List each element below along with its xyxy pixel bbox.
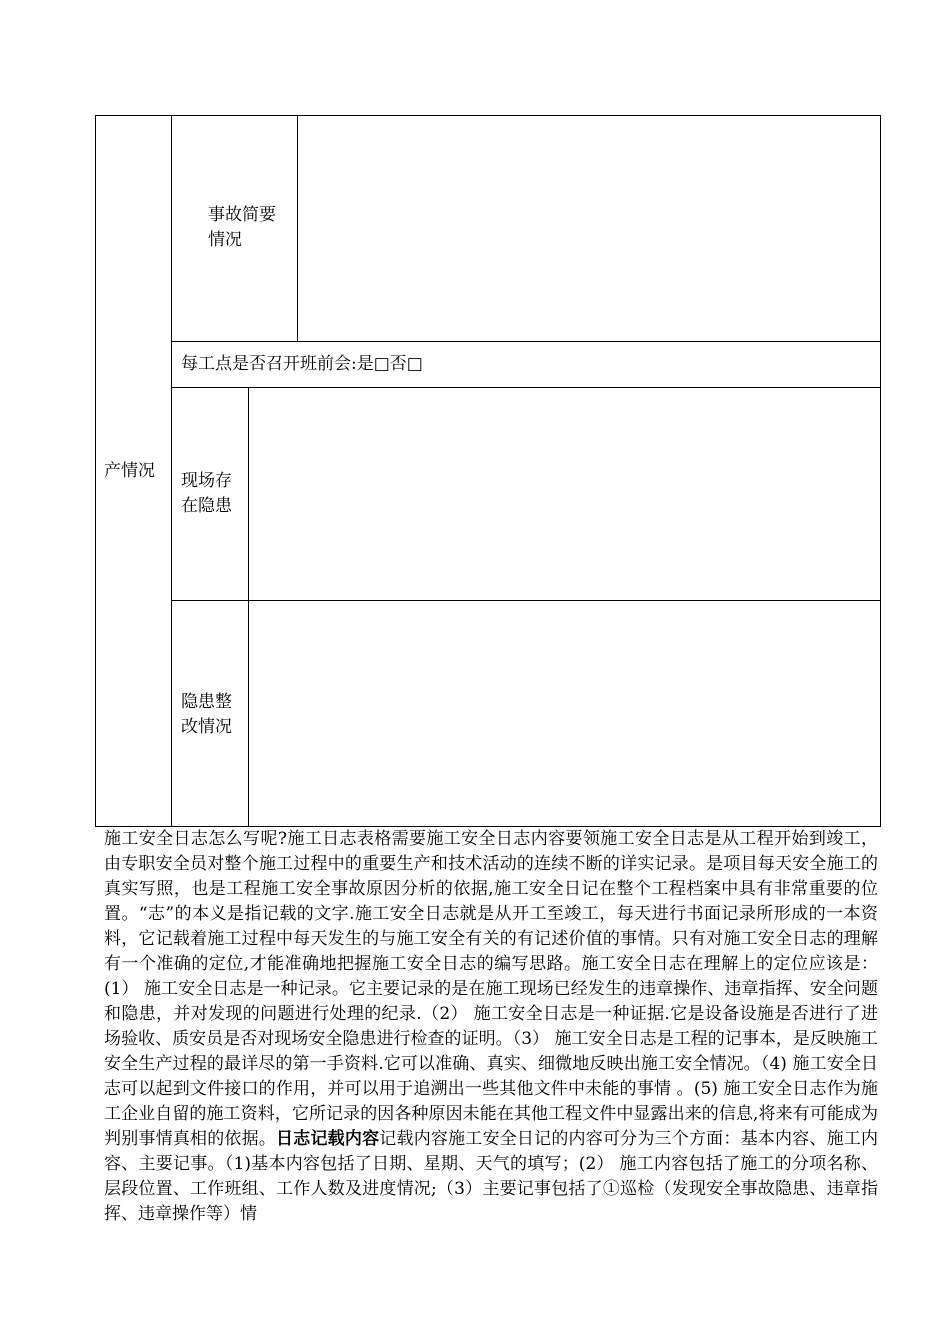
row-divider-1 (171, 341, 881, 342)
column-divider-1 (171, 115, 172, 827)
article-bold-heading: 日志记载内容 (276, 1129, 380, 1149)
table-top-border (95, 115, 881, 116)
site-hazard-label: 现场存在隐患 (181, 471, 232, 516)
row-divider-3 (171, 600, 881, 601)
article-part-2: 记载内容施工安全日记的内容可分为三个方面：基本内容、施工内容、主要记事。（1)基本内容包括了日期、星期、天气的填写；(2） 施工内容包括了施工的分项名称、层段位置、工作班组、工作人数及进度情况;（3）主要记事包括了①巡检（发现安全事故隐患、违章指挥、违章操作等）情 (104, 1129, 879, 1224)
pre-shift-meeting-line: 每工点是否召开班前会:是□否□ (181, 354, 423, 374)
accident-summary-label: 事故简要情况 (208, 205, 276, 250)
column-divider-accident (297, 115, 298, 341)
article-part-1: 施工安全日志怎么写呢?施工日志表格需要施工安全日志内容要领施工安全日志是从工程开始到竣工，由专职安全员对整个施工过程中的重要生产和技术活动的连续不断的详实记录。是项目每天安全施工的真实写照，也是工程施工安全事故原因分析的依据,施工安全日记在整个工程档案中具有非常重要的位置。“志”的本义是指记载的文字.施工安全日志就是从开工至竣工，每天进行书面记录所形成的一本资料，它记载着施工过程中每天发生的与施工安全有关的有记述价值的事情。只有对施工安全日志的理解有一个准确的定位,才能准确地把握施工安全日志的编写思路。施工安全日志在理解上的定位应该是：(1） 施工安全日志是一种记录。它主要记录的是在施工现场已经发生的违章操作、违章指挥、安全问题和隐患，并对发现的问题进行处理的纪录.（2） 施工安全日志是一种证据.它是设备设施是否进行了进场验收、质安员是否对现场安全隐患进行检查的证明。（3） 施工安全日志是工程的记事本，是反映施工安全生产过程的最详尽的第一手资料.它可以准确、真实、细微地反映出施工安全情况。（4) 施工安全日志可以起到文件接口的作用，并可以用于追溯出一些其他文件中未能的事情 。(5) 施工安全日志作为施工企业自留的施工资料，它所记录的因各种原因未能在其他工程文件中显露出来的信息,将来有可能成为判别事情真相的依据。 (104, 829, 878, 1149)
hazard-rectification-label: 隐患整改情况 (181, 692, 232, 737)
article-body (104, 827, 878, 1227)
table-left-border (95, 115, 96, 827)
row-divider-2 (171, 387, 881, 388)
column-divider-hazard (248, 387, 249, 827)
section-label: 产情况 (104, 461, 155, 481)
table-right-border (880, 115, 881, 827)
